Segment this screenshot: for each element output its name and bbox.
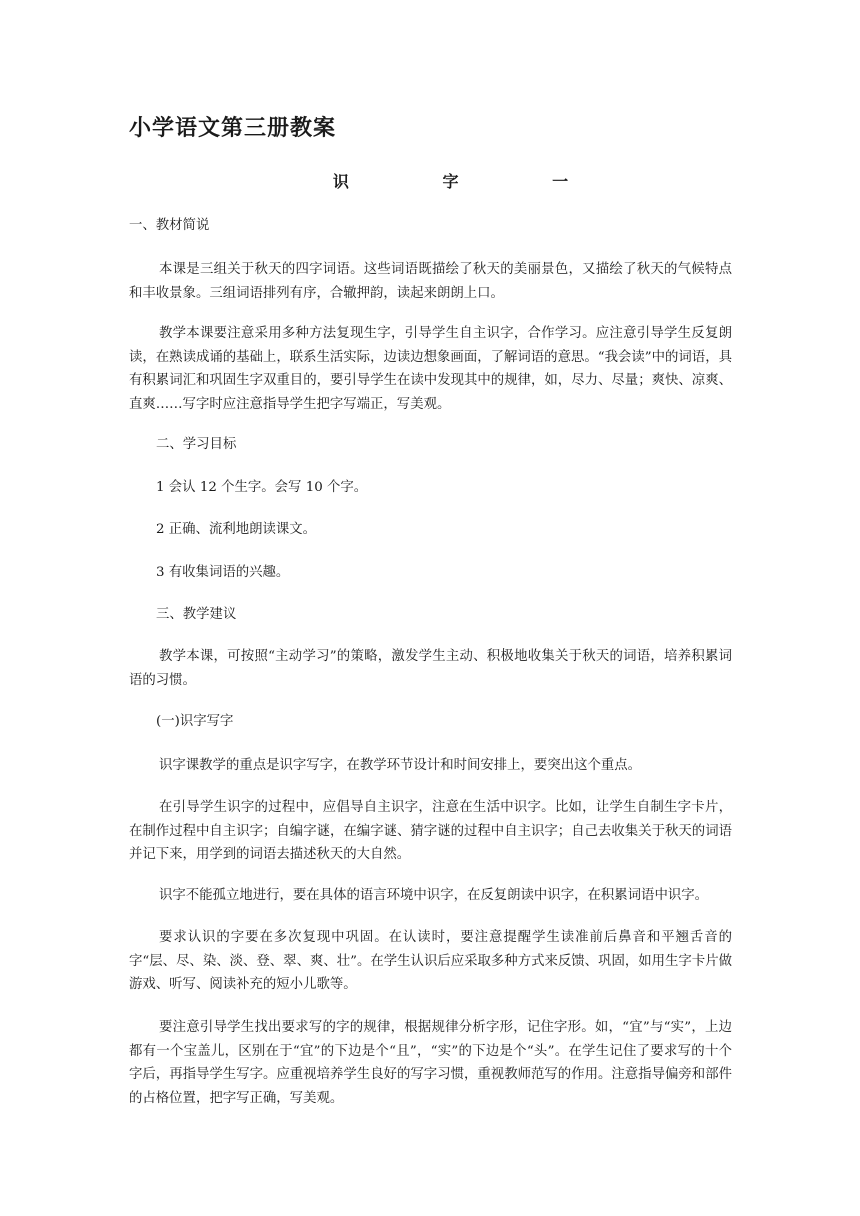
goal-item-2: 2 正确、流利地朗读课文。 xyxy=(156,522,317,537)
paragraph-active-learning: 教学本课，可按照“主动学习”的策略，激发学生主动、积极地收集关于秋天的词语，培养积累词语的习惯。 xyxy=(129,649,732,688)
section-heading-textbook-overview: 一、教材简说 xyxy=(129,218,210,233)
paragraph-teaching-methods: 教学本课要注意采用多种方法复现生字，引导学生自主识字，合作学习。应注意引导学生反复朗读，在熟读成诵的基础上，联系生活实际，边读边想象画面，了解词语的意思。“我会读”中的词语，具有积累词汇和巩固生字双重目的，要引导学生在读中发现其中的规律，如，尽力、尽量；爽快、凉爽、直爽……写字时应注意指导学生把字写端正，写美观。 xyxy=(129,326,732,412)
paragraph-lesson-intro: 本课是三组关于秋天的四字词语。这些词语既描绘了秋天的美丽景色，又描绘了秋天的气候特点和丰收景象。三组词语排列有序，合辙押韵，读起来朗朗上口。 xyxy=(129,262,732,301)
paragraph-writing-guidance: 要注意引导学生找出要求写的字的规律，根据规律分析字形，记住字形。如，“宜”与“实”，上边都有一个宝盖儿，区别在于“宜”的下边是个“且”，“实”的下边是个“头”。在学生记住了要求写的十个字后，再指导学生写字。应重视培养学生良好的写字习惯，重视教师范写的作用。注意指导偏旁和部件的占格位置，把字写正确，写美观。 xyxy=(129,1020,732,1106)
document-title: 小学语文第三册教案 xyxy=(129,115,337,141)
subsection-heading-literacy-writing: (一)识字写字 xyxy=(156,714,234,729)
lesson-title: 识 字 一 xyxy=(332,172,613,191)
paragraph-literacy-focus: 识字课教学的重点是识字写字，在教学环节设计和时间安排上，要突出这个重点。 xyxy=(159,758,642,773)
paragraph-self-directed-literacy: 在引导学生识字的过程中，应倡导自主识字，注意在生活中识字。比如，让学生自制生字卡片，在制作过程中自主识字；自编字谜，在编字谜、猜字谜的过程中自主识字；自己去收集关于秋天的词语并记下来，用学到的词语去描述秋天的大自然。 xyxy=(129,800,732,862)
paragraph-context-literacy: 识字不能孤立地进行，要在具体的语言环境中识字，在反复朗读中识字，在积累词语中识字。 xyxy=(159,888,709,903)
section-heading-learning-goals: 二、学习目标 xyxy=(156,437,237,452)
section-heading-teaching-suggestions: 三、教学建议 xyxy=(156,607,237,622)
goal-item-1: 1 会认 12 个生字。会写 10 个字。 xyxy=(156,480,368,495)
goal-item-3: 3 有收集词语的兴趣。 xyxy=(156,565,290,580)
paragraph-reinforcement: 要求认识的字要在多次复现中巩固。在认读时，要注意提醒学生读准前后鼻音和平翘舌音的字“层、尽、染、淡、登、翠、爽、壮”。在学生认识后应采取多种方式来反馈、巩固，如用生字卡片做游戏、听写、阅读补充的短小儿歌等。 xyxy=(129,930,732,992)
